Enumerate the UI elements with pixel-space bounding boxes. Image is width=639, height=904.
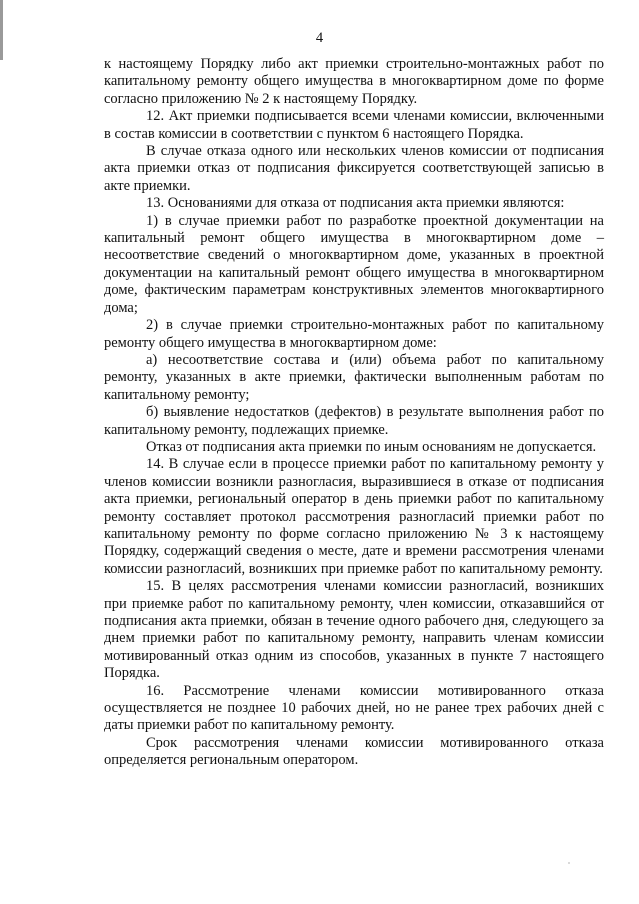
paragraph-continuation: к настоящему Порядку либо акт приемки строительно-монтажных работ по капитальному ремонту общего имущества в многоквартирном доме по форме согласно приложению № 2 к настоящему Порядку. [104,56,604,107]
scan-artifact-dot [568,862,570,864]
paragraph-clause-12: 12. Акт приемки подписывается всеми членами комиссии, включенными в состав комиссии в соответствии с пунктом 6 настоящего Порядка. [104,108,604,142]
document-body [104,56,604,770]
paragraph-subitem-a: а) несоответствие состава и (или) объема работ по капитальному ремонту, указанных в акте приемки, фактически выполненным работам по капитальному ремонту; [104,351,604,403]
page-number: 4 [315,30,324,46]
paragraph-clause-14: 14. В случае если в процессе приемки работ по капитальному ремонту у членов комиссии возникли разногласия, выразившиеся в отказе от подписания акта приемки, региональный оператор в день приемки работ по капитальному ремонту составляет протокол рассмотрения разногласий приемки работ по капитальному ремонту по форме согласно приложению № 3 к настоящему Порядку, содержащий сведения о месте, дате и времени рассмотрения членами комиссии разногласий, возникших при приемке работ по капитальному ремонту. [104,456,604,577]
paragraph-item-1: 1) в случае приемки работ по разработке проектной документации на капитальный ремонт общего имущества в многоквартирном доме – несоответствие сведений о многоквартирном доме, указанных в проектной документации на капитальный ремонт общего имущества в многоквартирном доме, фактическим параметрам конструктивных элементов многоквартирного дома; [104,212,604,316]
paragraph-review-term: Срок рассмотрения членами комиссии мотивированного отказа определяется региональным оператором. [104,734,604,769]
paragraph-clause-16: 16. Рассмотрение членами комиссии мотивированного отказа осуществляется не позднее 10 рабочих дней, но не ранее трех рабочих дней с даты приемки работ по капитальному ремонту. [104,682,604,734]
paragraph-subitem-b: б) выявление недостатков (дефектов) в результате выполнения работ по капитальному ремонту, подлежащих приемке. [104,404,604,438]
paragraph-other-grounds: Отказ от подписания акта приемки по иным основаниям не допускается. [146,438,597,455]
paragraph-clause-15: 15. В целях рассмотрения членами комиссии разногласий, возникших при приемке работ по капитальному ремонту, член комиссии, отказавшийся от подписания акта приемки, обязан в течение одного рабочего дня, следующего за днем приемки работ по капитальному ремонту, направить членам комиссии мотивированный отказ одним из способов, указанных в пункте 7 настоящего Порядка. [104,578,604,682]
paragraph-item-2: 2) в случае приемки строительно-монтажных работ по капитальному ремонту общего имущества в многоквартирном доме: [104,317,604,351]
paragraph-refusal-record: В случае отказа одного или нескольких членов комиссии от подписания акта приемки отказ от подписания фиксируется соответствующей записью в акте приемки. [104,143,604,194]
paragraph-clause-13: 13. Основаниями для отказа от подписания акта приемки являются: [146,195,565,212]
